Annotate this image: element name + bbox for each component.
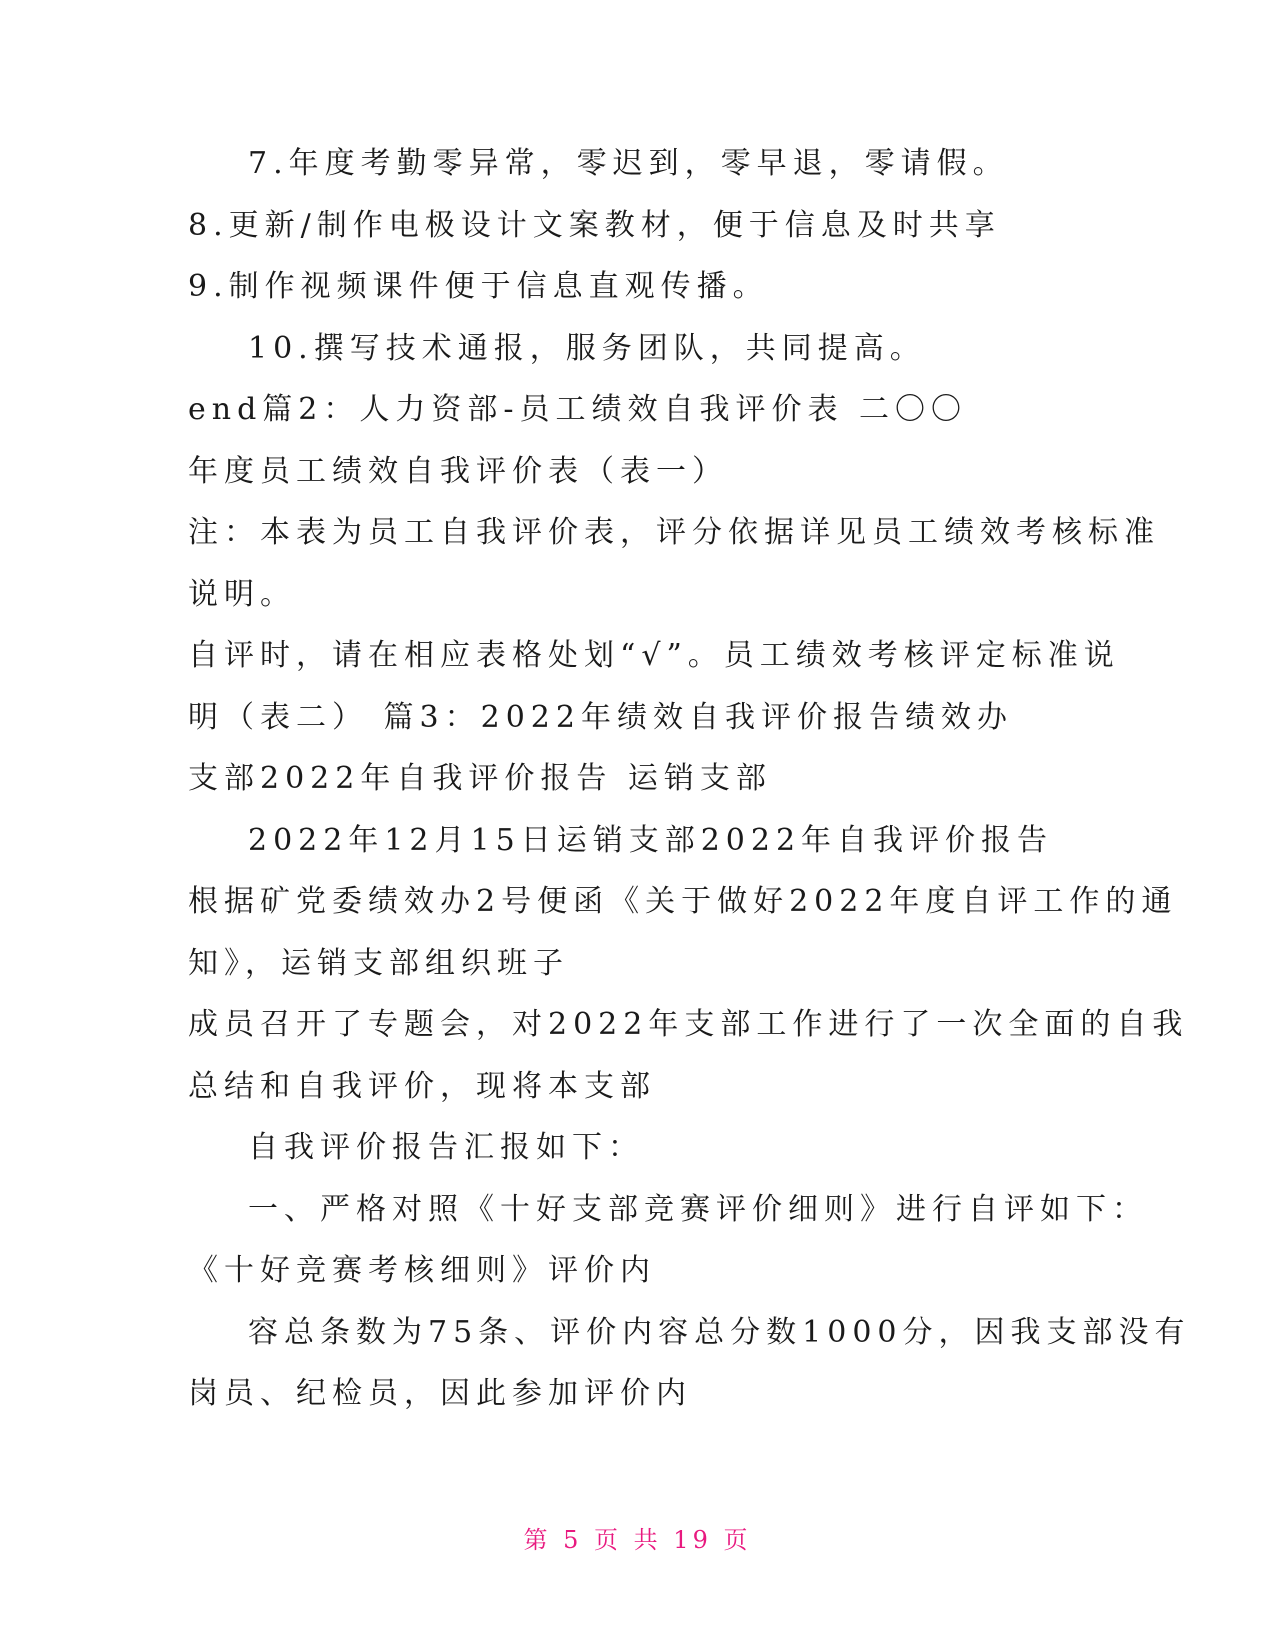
text-line-12: 2022年12月15日运销支部2022年自我评价报告 bbox=[248, 823, 1054, 858]
text-line-13: 根据矿党委绩效办2号便函《关于做好2022年度自评工作的通 bbox=[188, 884, 1178, 919]
text-line-20: 容总条数为75条、评价内容总分数1000分，因我支部没有 bbox=[248, 1315, 1191, 1350]
text-line-19: 《十好竞赛考核细则》评价内 bbox=[188, 1253, 656, 1288]
text-line-11: 支部2022年自我评价报告 运销支部 bbox=[188, 761, 772, 796]
text-line-5: end篇2：人力资部-员工绩效自我评价表 二〇〇 bbox=[188, 392, 968, 427]
text-line-17: 自我评价报告汇报如下： bbox=[248, 1130, 644, 1165]
text-line-8: 说明。 bbox=[188, 577, 296, 612]
text-line-18: 一、严格对照《十好支部竞赛评价细则》进行自评如下： bbox=[248, 1192, 1148, 1227]
text-line-3: 9.制作视频课件便于信息直观传播。 bbox=[188, 269, 769, 304]
text-line-6: 年度员工绩效自我评价表（表一） bbox=[188, 454, 728, 489]
text-line-10: 明（表二） 篇3：2022年绩效自我评价报告绩效办 bbox=[188, 700, 1013, 735]
text-line-14: 知》，运销支部组织班子 bbox=[188, 946, 569, 981]
text-line-9: 自评时，请在相应表格处划“√”。员工绩效考核评定标准说 bbox=[188, 638, 1120, 673]
page-number-footer: 第 5 页 共 19 页 bbox=[523, 1526, 752, 1554]
text-line-15: 成员召开了专题会，对2022年支部工作进行了一次全面的自我 bbox=[188, 1007, 1189, 1042]
text-line-4: 10.撰写技术通报，服务团队，共同提高。 bbox=[248, 331, 926, 366]
text-line-2: 8.更新/制作电极设计文案教材，便于信息及时共享 bbox=[188, 208, 1001, 243]
text-line-21: 岗员、纪检员，因此参加评价内 bbox=[188, 1376, 692, 1411]
text-line-7: 注：本表为员工自我评价表，评分依据详见员工绩效考核标准 bbox=[188, 515, 1160, 550]
text-line-1: 7.年度考勤零异常，零迟到，零早退，零请假。 bbox=[248, 146, 1009, 181]
text-line-16: 总结和自我评价，现将本支部 bbox=[188, 1069, 656, 1104]
